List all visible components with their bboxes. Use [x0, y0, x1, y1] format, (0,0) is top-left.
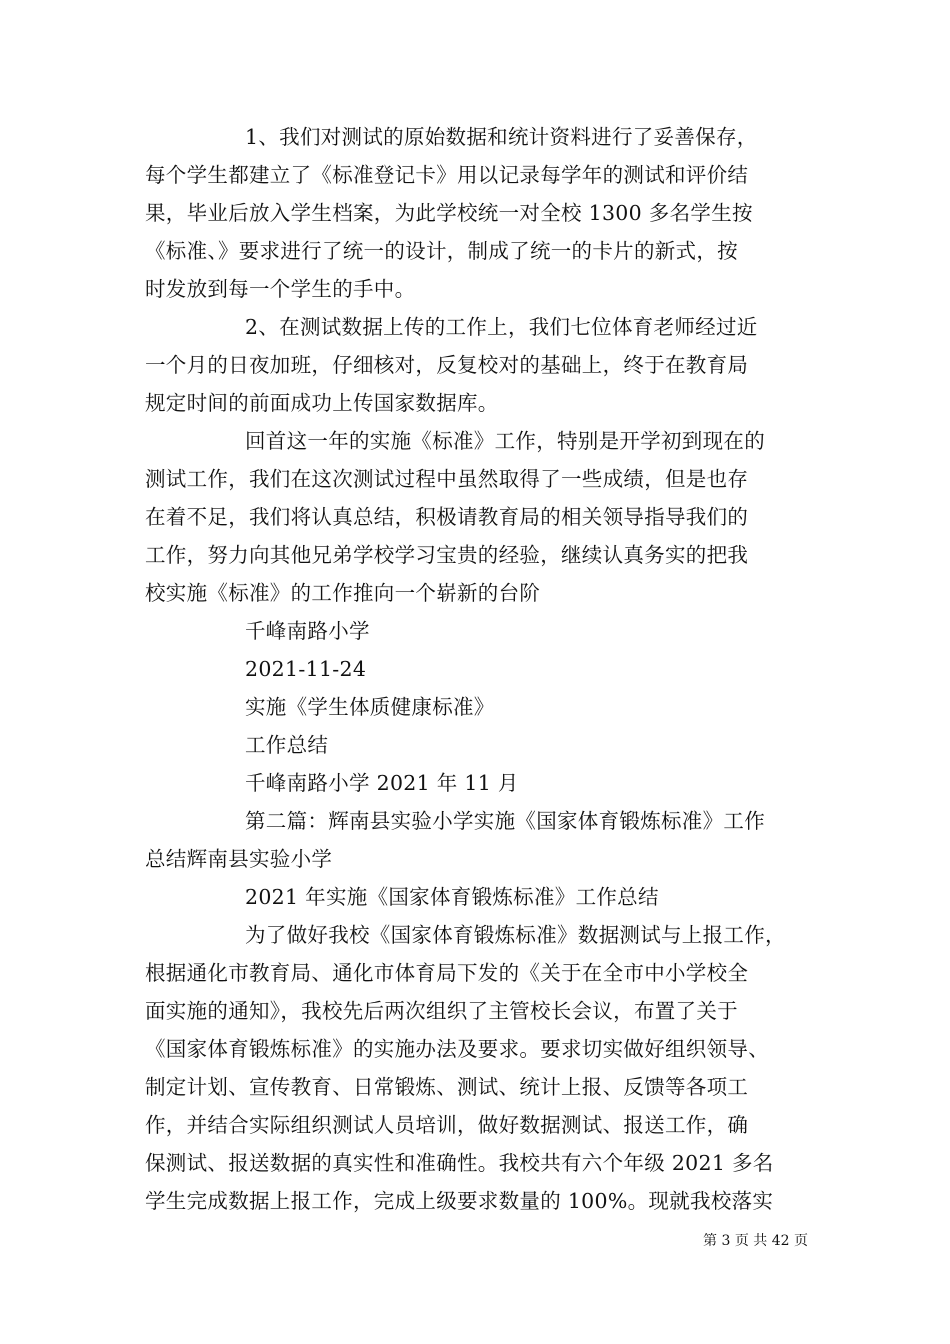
text-line: 一个月的日夜加班，仔细核对，反复校对的基础上，终于在教育局 — [145, 353, 749, 377]
text-line: 保测试、报送数据的真实性和准确性。我校共有六个年级 2021 多名 — [145, 1151, 774, 1175]
text-line: 《标准、》要求进行了统一的设计，制成了统一的卡片的新式，按 — [145, 239, 738, 263]
text-line: 在着不足，我们将认真总结，积极请教育局的相关领导指导我们的 — [145, 505, 749, 529]
text-line: 总结辉南县实验小学 — [145, 847, 333, 871]
text-line: 果，毕业后放入学生档案，为此学校统一对全校 1300 多名学生按 — [145, 201, 753, 225]
text-line: 测试工作，我们在这次测试过程中虽然取得了一些成绩，但是也存 — [145, 467, 749, 491]
text-line: 校实施《标准》的工作推向一个崭新的台阶 — [145, 581, 541, 605]
text-line: 实施《学生体质健康标准》 — [245, 695, 495, 719]
text-line: 制定计划、宣传教育、日常锻炼、测试、统计上报、反馈等各项工 — [145, 1075, 749, 1099]
text-line: 每个学生都建立了《标准登记卡》用以记录每学年的测试和评价结 — [145, 163, 749, 187]
text-line: 学生完成数据上报工作，完成上级要求数量的 100%。现就我校落实 — [145, 1189, 774, 1213]
text-line: 2021 年实施《国家体育锻炼标准》工作总结 — [245, 885, 659, 909]
text-line: 规定时间的前面成功上传国家数据库。 — [145, 391, 499, 415]
text-line: 时发放到每一个学生的手中。 — [145, 277, 416, 301]
text-line: 《国家体育锻炼标准》的实施办法及要求。要求切实做好组织领导、 — [145, 1037, 769, 1061]
text-line: 1、我们对测试的原始数据和统计资料进行了妥善保存， — [245, 125, 758, 149]
text-line: 千峰南路小学 2021 年 11 月 — [245, 771, 519, 795]
text-line: 2021-11-24 — [245, 657, 367, 681]
text-line: 第二篇：辉南县实验小学实施《国家体育锻炼标准》工作 — [245, 809, 765, 833]
text-line: 回首这一年的实施《标准》工作，特别是开学初到现在的 — [245, 429, 765, 453]
text-line: 千峰南路小学 — [245, 619, 370, 643]
page-number-footer: 第 3 页 共 42 页 — [703, 1233, 808, 1249]
text-line: 工作，努力向其他兄弟学校学习宝贵的经验，继续认真务实的把我 — [145, 543, 749, 567]
text-line: 根据通化市教育局、通化市体育局下发的《关于在全市中小学校全 — [145, 961, 749, 985]
text-line: 2、在测试数据上传的工作上，我们七位体育老师经过近 — [245, 315, 758, 339]
text-line: 作，并结合实际组织测试人员培训，做好数据测试、报送工作，确 — [145, 1113, 749, 1137]
text-line: 面实施的通知》，我校先后两次组织了主管校长会议，布置了关于 — [145, 999, 738, 1023]
text-line: 为了做好我校《国家体育锻炼标准》数据测试与上报工作， — [245, 923, 786, 947]
text-line: 工作总结 — [245, 733, 329, 757]
